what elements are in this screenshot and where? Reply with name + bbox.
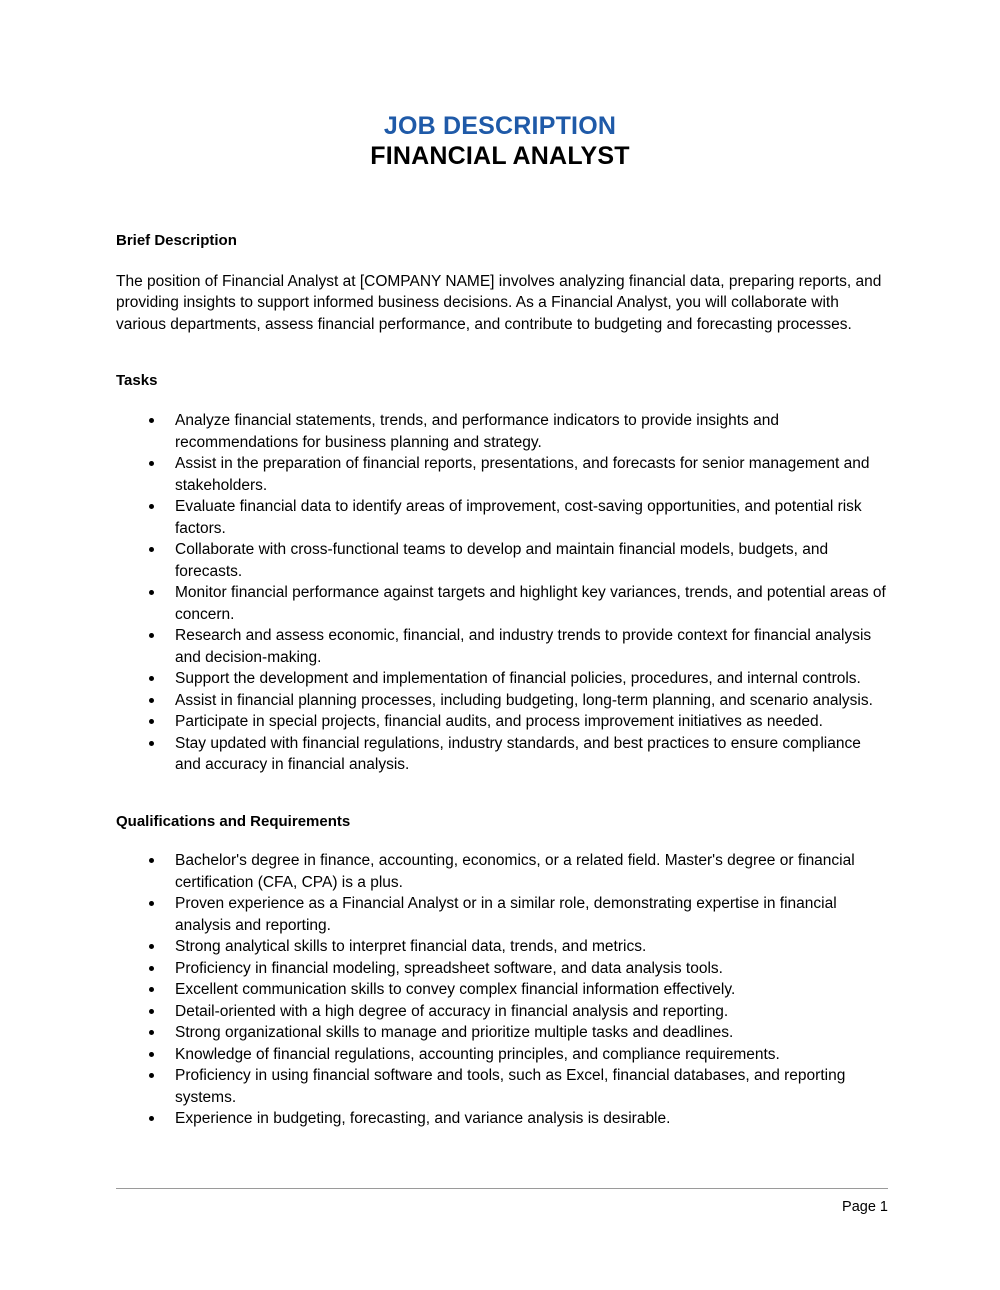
list-item — [116, 410, 888, 453]
bullet-dot-icon — [149, 1116, 154, 1121]
bullet-dot-icon — [149, 590, 154, 595]
document-content — [116, 232, 888, 1130]
section-qualifications — [116, 813, 888, 1130]
bullet-dot-icon — [149, 1073, 154, 1078]
list-item — [116, 453, 888, 496]
bullet-dot-icon — [149, 418, 154, 423]
brief-description-paragraph: The position of Financial Analyst at [COMPANY NAME] involves analyzing financial data, preparing reports, and providing insights to support informed business decisions. As a Financial Analyst, you will collaborate with various departments, assess financial performance, and contribute to budgeting and forecasting processes. — [116, 272, 882, 333]
list-item-text: Support the development and implementation of financial policies, procedures, and internal controls. — [175, 670, 861, 687]
bullet-dot-icon — [149, 633, 154, 638]
bullet-dot-icon — [149, 901, 154, 906]
list-item — [116, 690, 888, 712]
bullet-dot-icon — [149, 966, 154, 971]
bullet-dot-icon — [149, 547, 154, 552]
list-item — [116, 958, 888, 980]
list-item — [116, 1108, 888, 1130]
list-item-text: Analyze financial statements, trends, and performance indicators to provide insights and recommendations for business planning and strategy. — [175, 412, 779, 451]
bullet-dot-icon — [149, 1052, 154, 1057]
list-item — [116, 582, 888, 625]
list-item — [116, 979, 888, 1001]
list-item-text: Detail-oriented with a high degree of accuracy in financial analysis and reporting. — [175, 1002, 729, 1020]
list-item — [116, 1022, 888, 1044]
bullet-dot-icon — [149, 987, 154, 992]
list-item — [116, 625, 888, 668]
list-item-text: Strong organizational skills to manage and prioritize multiple tasks and deadlines. — [175, 1024, 734, 1042]
list-item-text: Stay updated with financial regulations, industry standards, and best practices to ensure compliance and accuracy in financial analysis. — [175, 734, 861, 773]
bullet-dot-icon — [149, 719, 154, 724]
list-item — [116, 711, 888, 733]
list-item-text: Excellent communication skills to convey complex financial information effectively. — [175, 981, 736, 999]
list-item-text: Assist in financial planning processes, including budgeting, long-term planning, and scenario analysis. — [175, 691, 873, 709]
list-item-text: Knowledge of financial regulations, accounting principles, and compliance requirements. — [175, 1045, 780, 1063]
section-brief-description — [116, 232, 888, 335]
list-item — [116, 733, 888, 776]
section-tasks — [116, 372, 888, 775]
bullet-dot-icon — [149, 858, 154, 863]
bullet-dot-icon — [149, 461, 154, 466]
list-item-text: Evaluate financial data to identify areas of improvement, cost-saving opportunities, and potential risk factors. — [175, 498, 862, 537]
list-item-text: Collaborate with cross-functional teams to develop and maintain financial models, budgets, and forecasts. — [175, 541, 829, 580]
list-item — [116, 893, 888, 936]
list-item — [116, 1065, 888, 1108]
section-heading-tasks: Tasks — [116, 372, 158, 390]
section-spacer — [116, 335, 888, 372]
list-item — [116, 539, 888, 582]
list-item-text: Experience in budgeting, forecasting, and variance analysis is desirable. — [175, 1110, 671, 1128]
list-item-text: Strong analytical skills to interpret financial data, trends, and metrics. — [175, 938, 647, 956]
page-footer — [116, 1188, 888, 1217]
list-item-text: Participate in special projects, financial audits, and process improvement initiatives as needed. — [175, 713, 823, 730]
list-item — [116, 1001, 888, 1023]
document-title-position: FINANCIAL ANALYST — [370, 141, 630, 170]
section-heading-qualifications: Qualifications and Requirements — [116, 812, 351, 830]
section-heading-brief-description: Brief Description — [116, 232, 237, 249]
bullet-dot-icon — [149, 1030, 154, 1035]
bullet-dot-icon — [149, 698, 154, 703]
list-item-text: Assist in the preparation of financial reports, presentations, and forecasts for senior management and stakeholders. — [175, 455, 870, 494]
tasks-list — [116, 410, 888, 776]
bullet-dot-icon — [149, 944, 154, 949]
list-item-text: Monitor financial performance against targets and highlight key variances, trends, and potential areas of concern. — [175, 584, 886, 623]
section-spacer — [116, 776, 888, 813]
bullet-dot-icon — [149, 741, 154, 746]
list-item-text: Proficiency in using financial software and tools, such as Excel, financial databases, and reporting systems. — [175, 1067, 846, 1106]
document-title-job-description: JOB DESCRIPTION — [383, 112, 617, 140]
list-item — [116, 1044, 888, 1066]
document-title-block — [0, 0, 1000, 171]
bullet-dot-icon — [149, 1009, 154, 1014]
qualifications-list — [116, 850, 888, 1130]
list-item — [116, 668, 888, 690]
footer-page-number: Page 1 — [842, 1199, 888, 1215]
list-item-text: Proficiency in financial modeling, spreadsheet software, and data analysis tools. — [175, 959, 723, 977]
list-item — [116, 936, 888, 958]
list-item-text: Proven experience as a Financial Analyst or in a similar role, demonstrating expertise in financial analysis and reporting. — [175, 895, 837, 934]
bullet-dot-icon — [149, 676, 154, 681]
list-item-text: Bachelor's degree in finance, accounting, economics, or a related field. Master's degree or financial certification (CFA, CPA) is a plus. — [175, 852, 855, 891]
list-item — [116, 850, 888, 893]
list-item-text: Research and assess economic, financial, and industry trends to provide context for financial analysis and decision-making. — [175, 627, 872, 666]
list-item — [116, 496, 888, 539]
bullet-dot-icon — [149, 504, 154, 509]
